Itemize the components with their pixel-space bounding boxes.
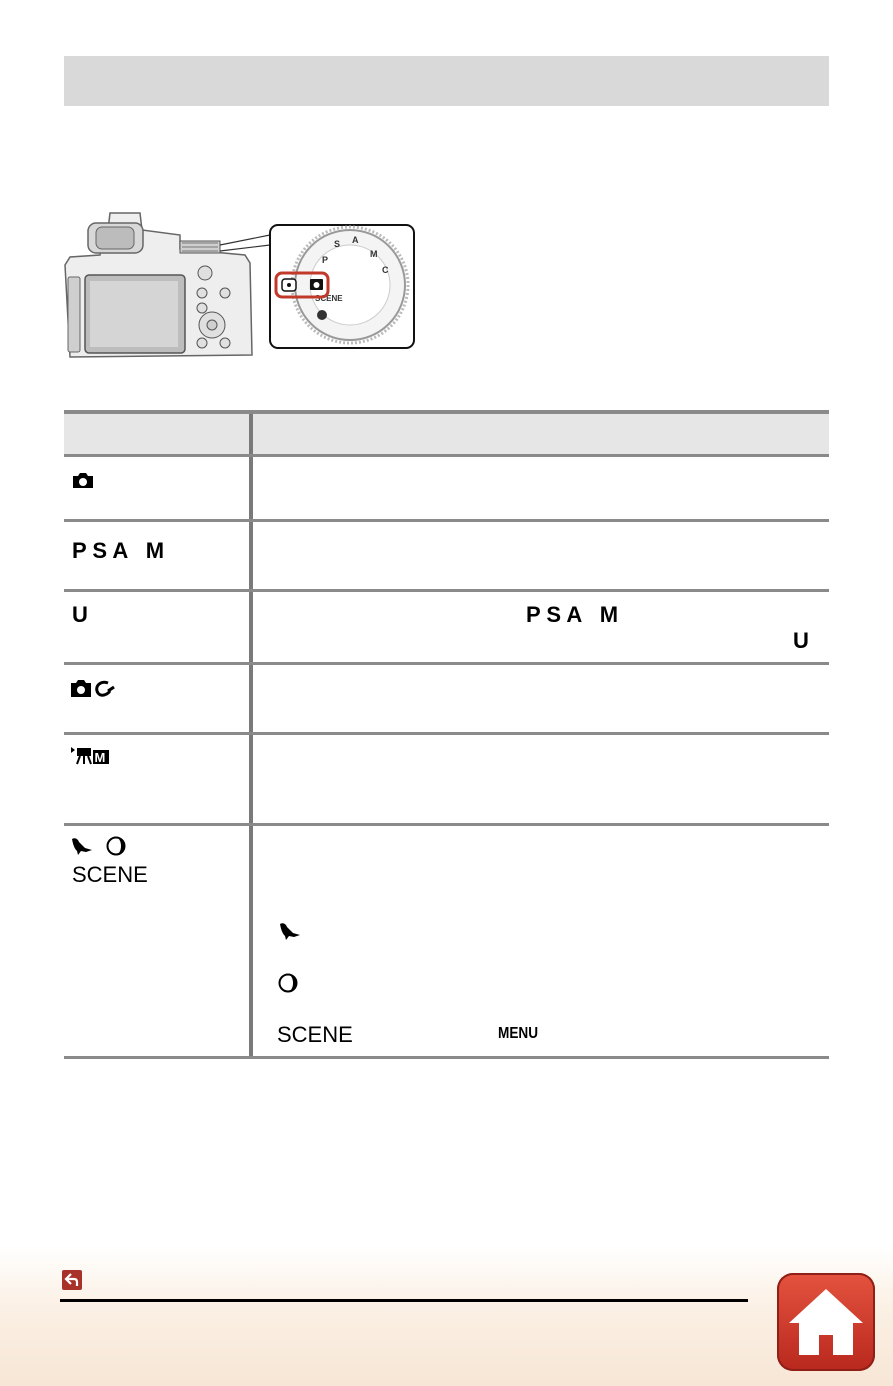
psam-mode-ref: P S A M — [526, 602, 619, 627]
creative-mode-icon — [70, 677, 116, 699]
table-header — [64, 410, 829, 457]
home-icon — [777, 1273, 875, 1371]
manual-movie-icon — [70, 745, 112, 765]
menu-button-label: MENU — [498, 1025, 539, 1042]
bird-icon — [70, 836, 94, 856]
table-row — [64, 826, 829, 1059]
table-row — [64, 592, 829, 665]
header-col-mode — [64, 414, 249, 454]
scene-mode-label: SCENE — [277, 1022, 353, 1047]
svg-text:SCENE: SCENE — [315, 294, 343, 303]
svg-text:M: M — [94, 750, 106, 765]
moon-icon — [278, 973, 298, 993]
table-row — [64, 665, 829, 735]
svg-text:A: A — [352, 235, 359, 245]
camera-mode-dial-illustration — [60, 205, 420, 365]
svg-text:C: C — [382, 265, 389, 275]
table-row — [64, 457, 829, 522]
svg-text:M: M — [370, 249, 378, 259]
home-button[interactable] — [777, 1273, 875, 1371]
back-arrow-icon — [62, 1270, 82, 1290]
title-bar — [64, 56, 829, 106]
header-col-description — [249, 414, 829, 454]
footer-divider — [60, 1299, 748, 1302]
shooting-mode-table — [64, 410, 829, 1059]
table-row — [64, 735, 829, 826]
moon-icon — [106, 836, 126, 856]
back-button[interactable] — [62, 1270, 82, 1290]
page-footer — [0, 1245, 893, 1386]
psam-mode-label: P S A M — [72, 538, 165, 563]
svg-text:P: P — [322, 255, 329, 265]
auto-mode-camera-icon — [72, 471, 94, 489]
table-row — [64, 522, 829, 592]
scene-mode-label: SCENE — [72, 862, 148, 887]
user-mode-label: U — [72, 602, 88, 627]
bird-icon — [278, 921, 302, 941]
svg-text:S: S — [334, 239, 341, 249]
user-mode-ref: U — [793, 628, 809, 653]
